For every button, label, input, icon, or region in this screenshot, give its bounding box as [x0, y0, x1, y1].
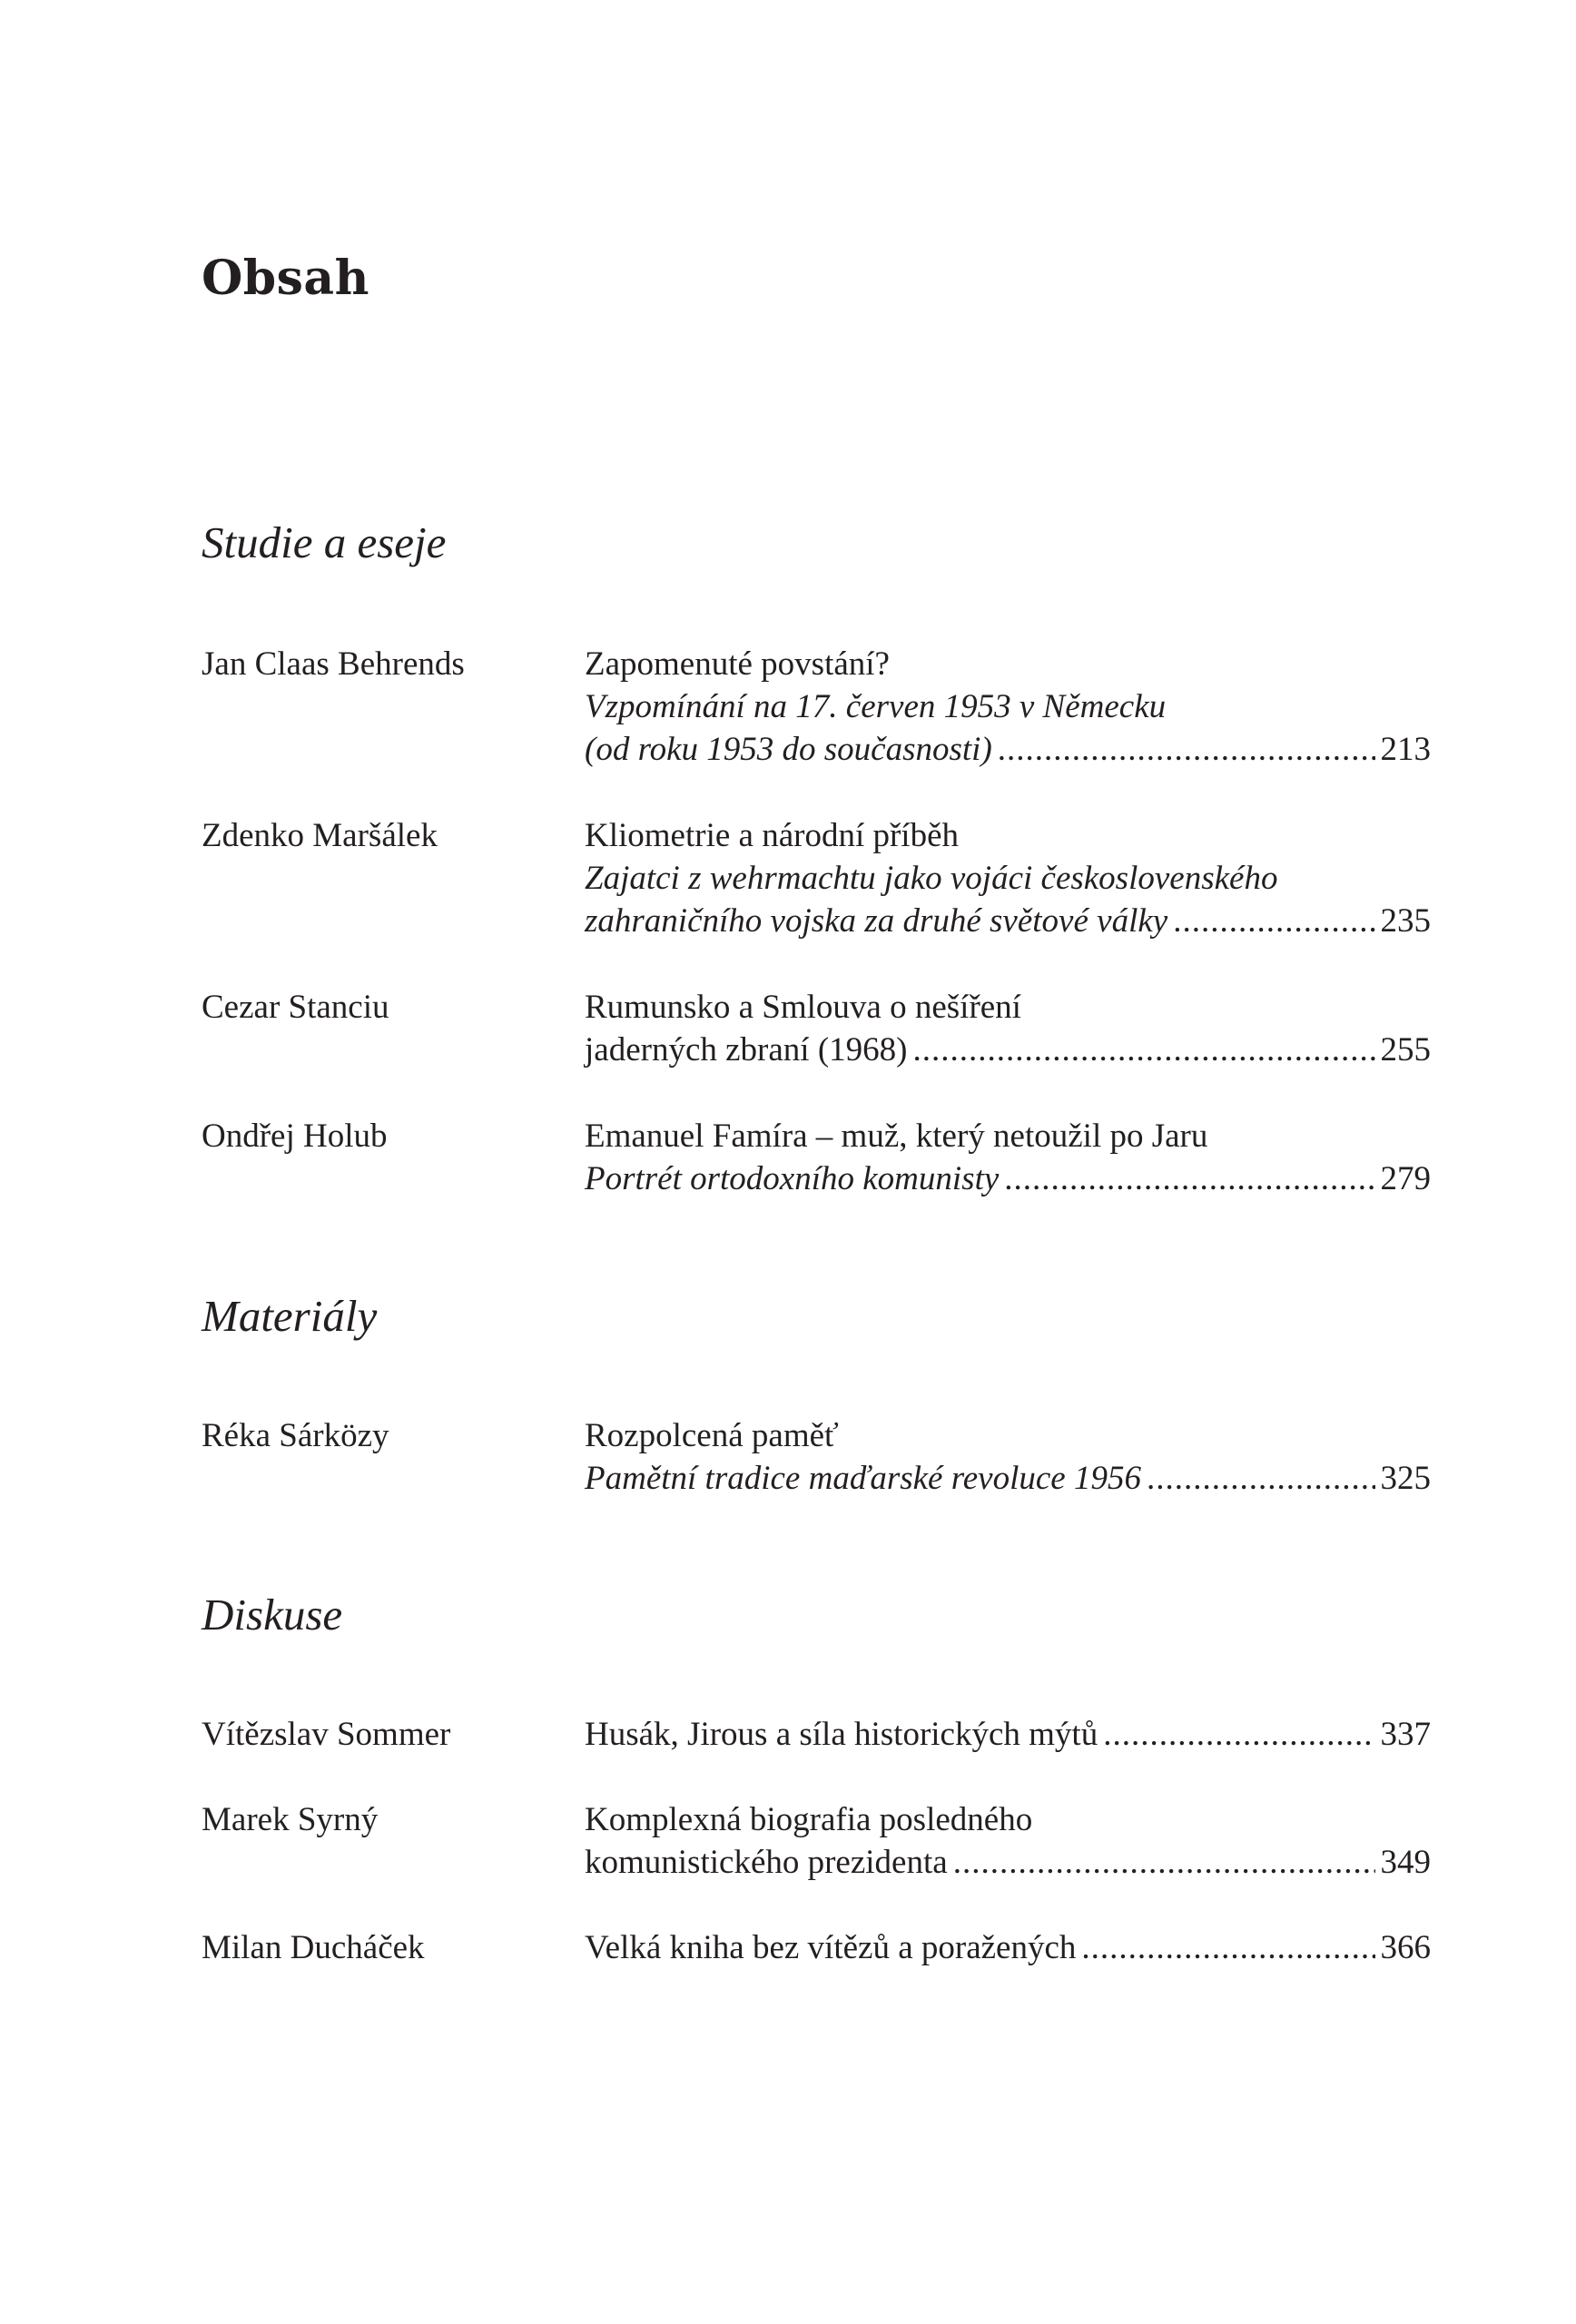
entry-last-line — [585, 1029, 1431, 1071]
entry-author: Marek Syrný — [202, 1801, 379, 1838]
entry-last-line — [585, 1457, 1431, 1500]
page-number: 213 — [1380, 731, 1431, 768]
entry-titles — [585, 986, 1431, 1071]
dot-leader — [1147, 1457, 1375, 1500]
entry-titles — [585, 1926, 1431, 1969]
section-heading-studie: Studie a eseje — [202, 517, 447, 567]
entry-title: Husák, Jirous a síla historických mýtů — [585, 1716, 1098, 1753]
entry-title: Rumunsko a Smlouva o nešíření — [585, 989, 1021, 1026]
entry-titles — [585, 1713, 1431, 1756]
entry-title: Rozpolcená paměť — [585, 1417, 839, 1454]
entry-author: Vítězslav Sommer — [202, 1716, 451, 1753]
page-title: Obsah — [202, 251, 369, 306]
entry-last-line — [585, 1713, 1431, 1756]
entry-last-line — [585, 1157, 1431, 1200]
entry-subtitle: Zajatci z wehrmachtu jako vojáci československého — [585, 860, 1278, 897]
page-number: 366 — [1380, 1929, 1431, 1966]
entry-author: Zdenko Maršálek — [202, 817, 438, 854]
entry-title: Zapomenuté povstání? — [585, 645, 890, 683]
entry-author: Milan Ducháček — [202, 1929, 425, 1966]
entry-last-line — [585, 1841, 1431, 1884]
entry-titles — [585, 643, 1431, 771]
dot-leader — [1081, 1926, 1374, 1969]
entry-author: Ondřej Holub — [202, 1118, 388, 1155]
entry-titles — [585, 1414, 1431, 1500]
dot-leader — [912, 1029, 1374, 1071]
section-heading-diskuse: Diskuse — [202, 1590, 343, 1640]
dot-leader — [998, 728, 1375, 771]
entry-author: Jan Claas Behrends — [202, 645, 465, 683]
entry-subtitle: Vzpomínání na 17. červen 1953 v Německu — [585, 688, 1167, 725]
entry-subtitle: Portrét ortodoxního komunisty — [585, 1160, 1000, 1197]
entry-title: Emanuel Famíra – muž, který netoužil po Jaru — [585, 1118, 1208, 1155]
entry-titles — [585, 1115, 1431, 1200]
entry-last-line — [585, 900, 1431, 942]
entry-title: Kliometrie a národní příběh — [585, 817, 960, 854]
entry-title: Velká kniha bez vítězů a poražených — [585, 1929, 1077, 1966]
entry-titles — [585, 814, 1431, 942]
dot-leader — [1103, 1713, 1374, 1756]
page-number: 235 — [1380, 902, 1431, 940]
dot-leader — [1004, 1157, 1374, 1200]
dot-leader — [1173, 900, 1374, 942]
entry-subtitle: Pamětní tradice maďarské revoluce 1956 — [585, 1460, 1141, 1497]
entry-titles — [585, 1798, 1431, 1884]
entry-title: komunistického prezidenta — [585, 1844, 948, 1881]
entry-title: Komplexná biografia posledného — [585, 1801, 1033, 1838]
page-number: 325 — [1380, 1460, 1431, 1497]
entry-subtitle: (od roku 1953 do současnosti) — [585, 731, 992, 768]
entry-last-line — [585, 728, 1431, 771]
entry-author: Cezar Stanciu — [202, 989, 389, 1026]
entry-author: Réka Sárközy — [202, 1417, 389, 1454]
page-number: 349 — [1380, 1844, 1431, 1881]
page-number: 337 — [1380, 1716, 1431, 1753]
page-number: 279 — [1380, 1160, 1431, 1197]
entry-subtitle: zahraničního vojska za druhé světové války — [585, 902, 1168, 940]
section-heading-materialy: Materiály — [202, 1291, 378, 1341]
entry-title: jaderných zbraní (1968) — [585, 1031, 908, 1068]
entry-last-line — [585, 1926, 1431, 1969]
page-number: 255 — [1380, 1031, 1431, 1068]
dot-leader — [953, 1841, 1375, 1884]
